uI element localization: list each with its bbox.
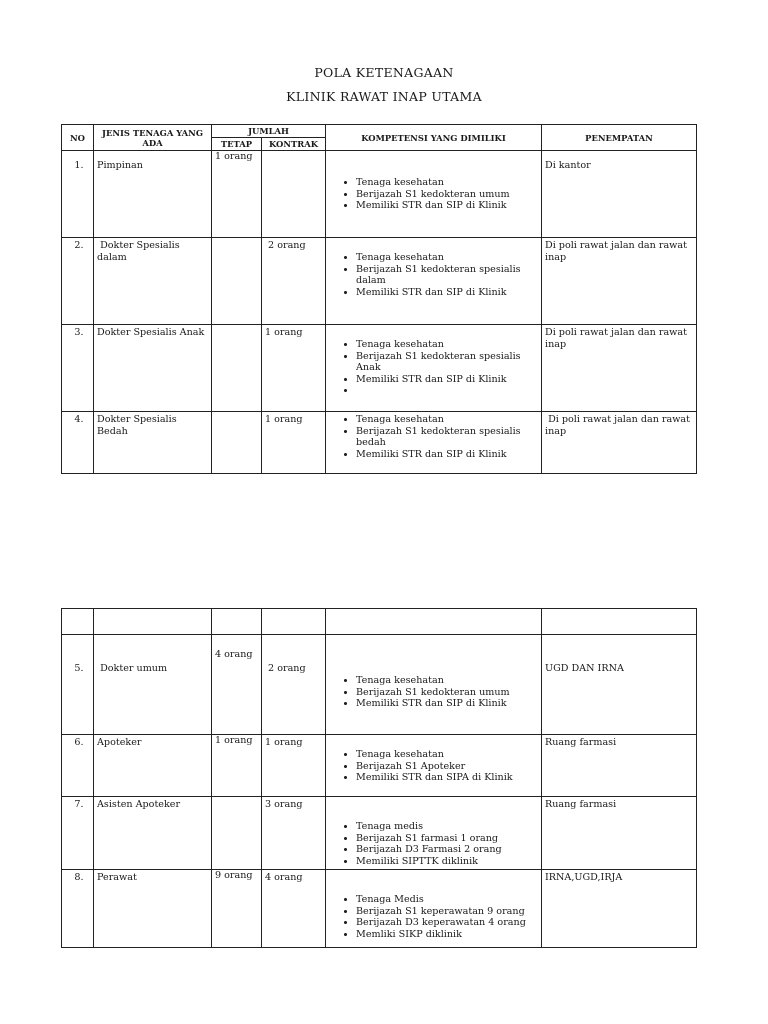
cell-no: 7. <box>62 797 94 870</box>
kompetensi-item: • Memiliki STR dan SIP di Klinik <box>356 374 538 386</box>
cell-tetap <box>212 797 262 870</box>
cell-penempatan: Di poli rawat jalan dan rawat inap <box>542 412 697 474</box>
cell-penempatan: UGD DAN IRNA <box>542 635 697 735</box>
kompetensi-item: • Berijazah D3 keperawatan 4 orang <box>356 917 538 929</box>
cell-penempatan: Di kantor <box>542 151 697 238</box>
kompetensi-item: • Tenaga kesehatan <box>356 414 538 426</box>
blank-header-row <box>62 609 697 635</box>
cell-kontrak: 2 orang <box>262 635 326 735</box>
kompetensi-item: • Tenaga Medis <box>356 894 538 906</box>
cell-no: 2. <box>62 238 94 325</box>
kompetensi-list <box>329 339 538 397</box>
kompetensi-item: • Tenaga kesehatan <box>356 749 538 761</box>
table-row <box>62 412 697 474</box>
kompetensi-list <box>329 675 538 710</box>
cell-tetap <box>212 325 262 412</box>
kompetensi-list <box>329 894 538 940</box>
document-title: POLA KETENAGAAN <box>314 65 454 80</box>
cell-kontrak: 2 orang <box>262 238 326 325</box>
cell-jenis-tenaga: Dokter umum <box>94 635 212 735</box>
cell-kompetensi <box>326 870 542 948</box>
cell-tetap <box>212 238 262 325</box>
kompetensi-list <box>329 821 538 867</box>
table-row <box>62 238 697 325</box>
kompetensi-list <box>329 177 538 212</box>
cell-penempatan: Ruang farmasi <box>542 735 697 797</box>
cell-no: 5. <box>62 635 94 735</box>
kompetensi-list <box>329 252 538 298</box>
cell-kompetensi <box>326 735 542 797</box>
kompetensi-item: • Memiliki STR dan SIPA di Klinik <box>356 772 538 784</box>
cell-kompetensi <box>326 325 542 412</box>
cell-penempatan: Di poli rawat jalan dan rawat inap <box>542 325 697 412</box>
cell-jenis-tenaga: Apoteker <box>94 735 212 797</box>
kompetensi-item: • Memiliki SIPTTK diklinik <box>356 856 538 868</box>
header-penempatan: PENEMPATAN <box>542 125 697 151</box>
table-row <box>62 635 697 735</box>
document-subtitle: KLINIK RAWAT INAP UTAMA <box>286 89 482 104</box>
table-row <box>62 325 697 412</box>
table-body-2 <box>62 609 697 948</box>
kompetensi-item: • Tenaga kesehatan <box>356 252 538 264</box>
kompetensi-item: • Memliki SIKP diklinik <box>356 929 538 941</box>
cell-jenis-tenaga: Asisten Apoteker <box>94 797 212 870</box>
staffing-table-page-1 <box>61 124 697 474</box>
cell-tetap: 1 orang <box>212 151 262 238</box>
header-no: NO <box>62 125 94 151</box>
kompetensi-item: • Berijazah S1 kedokteran spesialis bedah <box>356 426 538 449</box>
cell-jenis-tenaga: Dokter Spesialis Anak <box>94 325 212 412</box>
cell-kontrak: 1 orang <box>262 735 326 797</box>
cell-penempatan: IRNA,UGD,IRJA <box>542 870 697 948</box>
kompetensi-list <box>329 414 538 460</box>
cell-jenis-tenaga: Perawat <box>94 870 212 948</box>
cell-kompetensi <box>326 412 542 474</box>
cell-penempatan: Ruang farmasi <box>542 797 697 870</box>
table-row <box>62 151 697 238</box>
kompetensi-item: • Berijazah S1 farmasi 1 orang <box>356 833 538 845</box>
cell-penempatan: Di poli rawat jalan dan rawat inap <box>542 238 697 325</box>
kompetensi-item <box>356 385 538 397</box>
cell-no: 6. <box>62 735 94 797</box>
staffing-table-page-2 <box>61 608 697 948</box>
cell-tetap <box>212 412 262 474</box>
kompetensi-item: • Berijazah S1 Apoteker <box>356 761 538 773</box>
header-jumlah: JUMLAH <box>212 125 326 138</box>
kompetensi-item: • Memiliki STR dan SIP di Klinik <box>356 287 538 299</box>
cell-no: 4. <box>62 412 94 474</box>
kompetensi-item: • Berijazah S1 kedokteran umum <box>356 687 538 699</box>
cell-jenis-tenaga: Pimpinan <box>94 151 212 238</box>
cell-kompetensi <box>326 797 542 870</box>
kompetensi-item: • Tenaga kesehatan <box>356 339 538 351</box>
kompetensi-item: • Memiliki STR dan SIP di Klinik <box>356 449 538 461</box>
kompetensi-item: • Memiliki STR dan SIP di Klinik <box>356 200 538 212</box>
cell-no: 8. <box>62 870 94 948</box>
table-body-1 <box>62 151 697 474</box>
kompetensi-item: • Berijazah S1 kedokteran spesialis dalam <box>356 264 538 287</box>
header-kontrak: KONTRAK <box>262 138 326 151</box>
cell-kontrak: 3 orang <box>262 797 326 870</box>
cell-kompetensi <box>326 151 542 238</box>
kompetensi-item: • Tenaga medis <box>356 821 538 833</box>
kompetensi-item: • Memiliki STR dan SIP di Klinik <box>356 698 538 710</box>
cell-kompetensi <box>326 635 542 735</box>
table-row <box>62 735 697 797</box>
cell-kontrak: 1 orang <box>262 325 326 412</box>
cell-tetap: 1 orang <box>212 735 262 797</box>
kompetensi-list <box>329 749 538 784</box>
cell-kontrak: 1 orang <box>262 412 326 474</box>
cell-kompetensi <box>326 238 542 325</box>
kompetensi-item: • Berijazah D3 Farmasi 2 orang <box>356 844 538 856</box>
cell-tetap: 4 orang <box>212 635 262 735</box>
cell-no: 1. <box>62 151 94 238</box>
kompetensi-item: • Berijazah S1 kedokteran spesialis Anak <box>356 351 538 374</box>
table-row <box>62 870 697 948</box>
cell-kontrak: 4 orang <box>262 870 326 948</box>
header-jenis-tenaga: JENIS TENAGA YANG ADA <box>94 125 212 151</box>
cell-no: 3. <box>62 325 94 412</box>
kompetensi-item: • Tenaga kesehatan <box>356 675 538 687</box>
kompetensi-item: • Tenaga kesehatan <box>356 177 538 189</box>
cell-kontrak <box>262 151 326 238</box>
kompetensi-item: • Berijazah S1 kedokteran umum <box>356 189 538 201</box>
cell-jenis-tenaga: Dokter Spesialis dalam <box>94 238 212 325</box>
cell-tetap: 9 orang <box>212 870 262 948</box>
header-tetap: TETAP <box>212 138 262 151</box>
header-kompetensi: KOMPETENSI YANG DIMILIKI <box>326 125 542 151</box>
table-row <box>62 797 697 870</box>
cell-jenis-tenaga: Dokter Spesialis Bedah <box>94 412 212 474</box>
kompetensi-item: • Berijazah S1 keperawatan 9 orang <box>356 906 538 918</box>
